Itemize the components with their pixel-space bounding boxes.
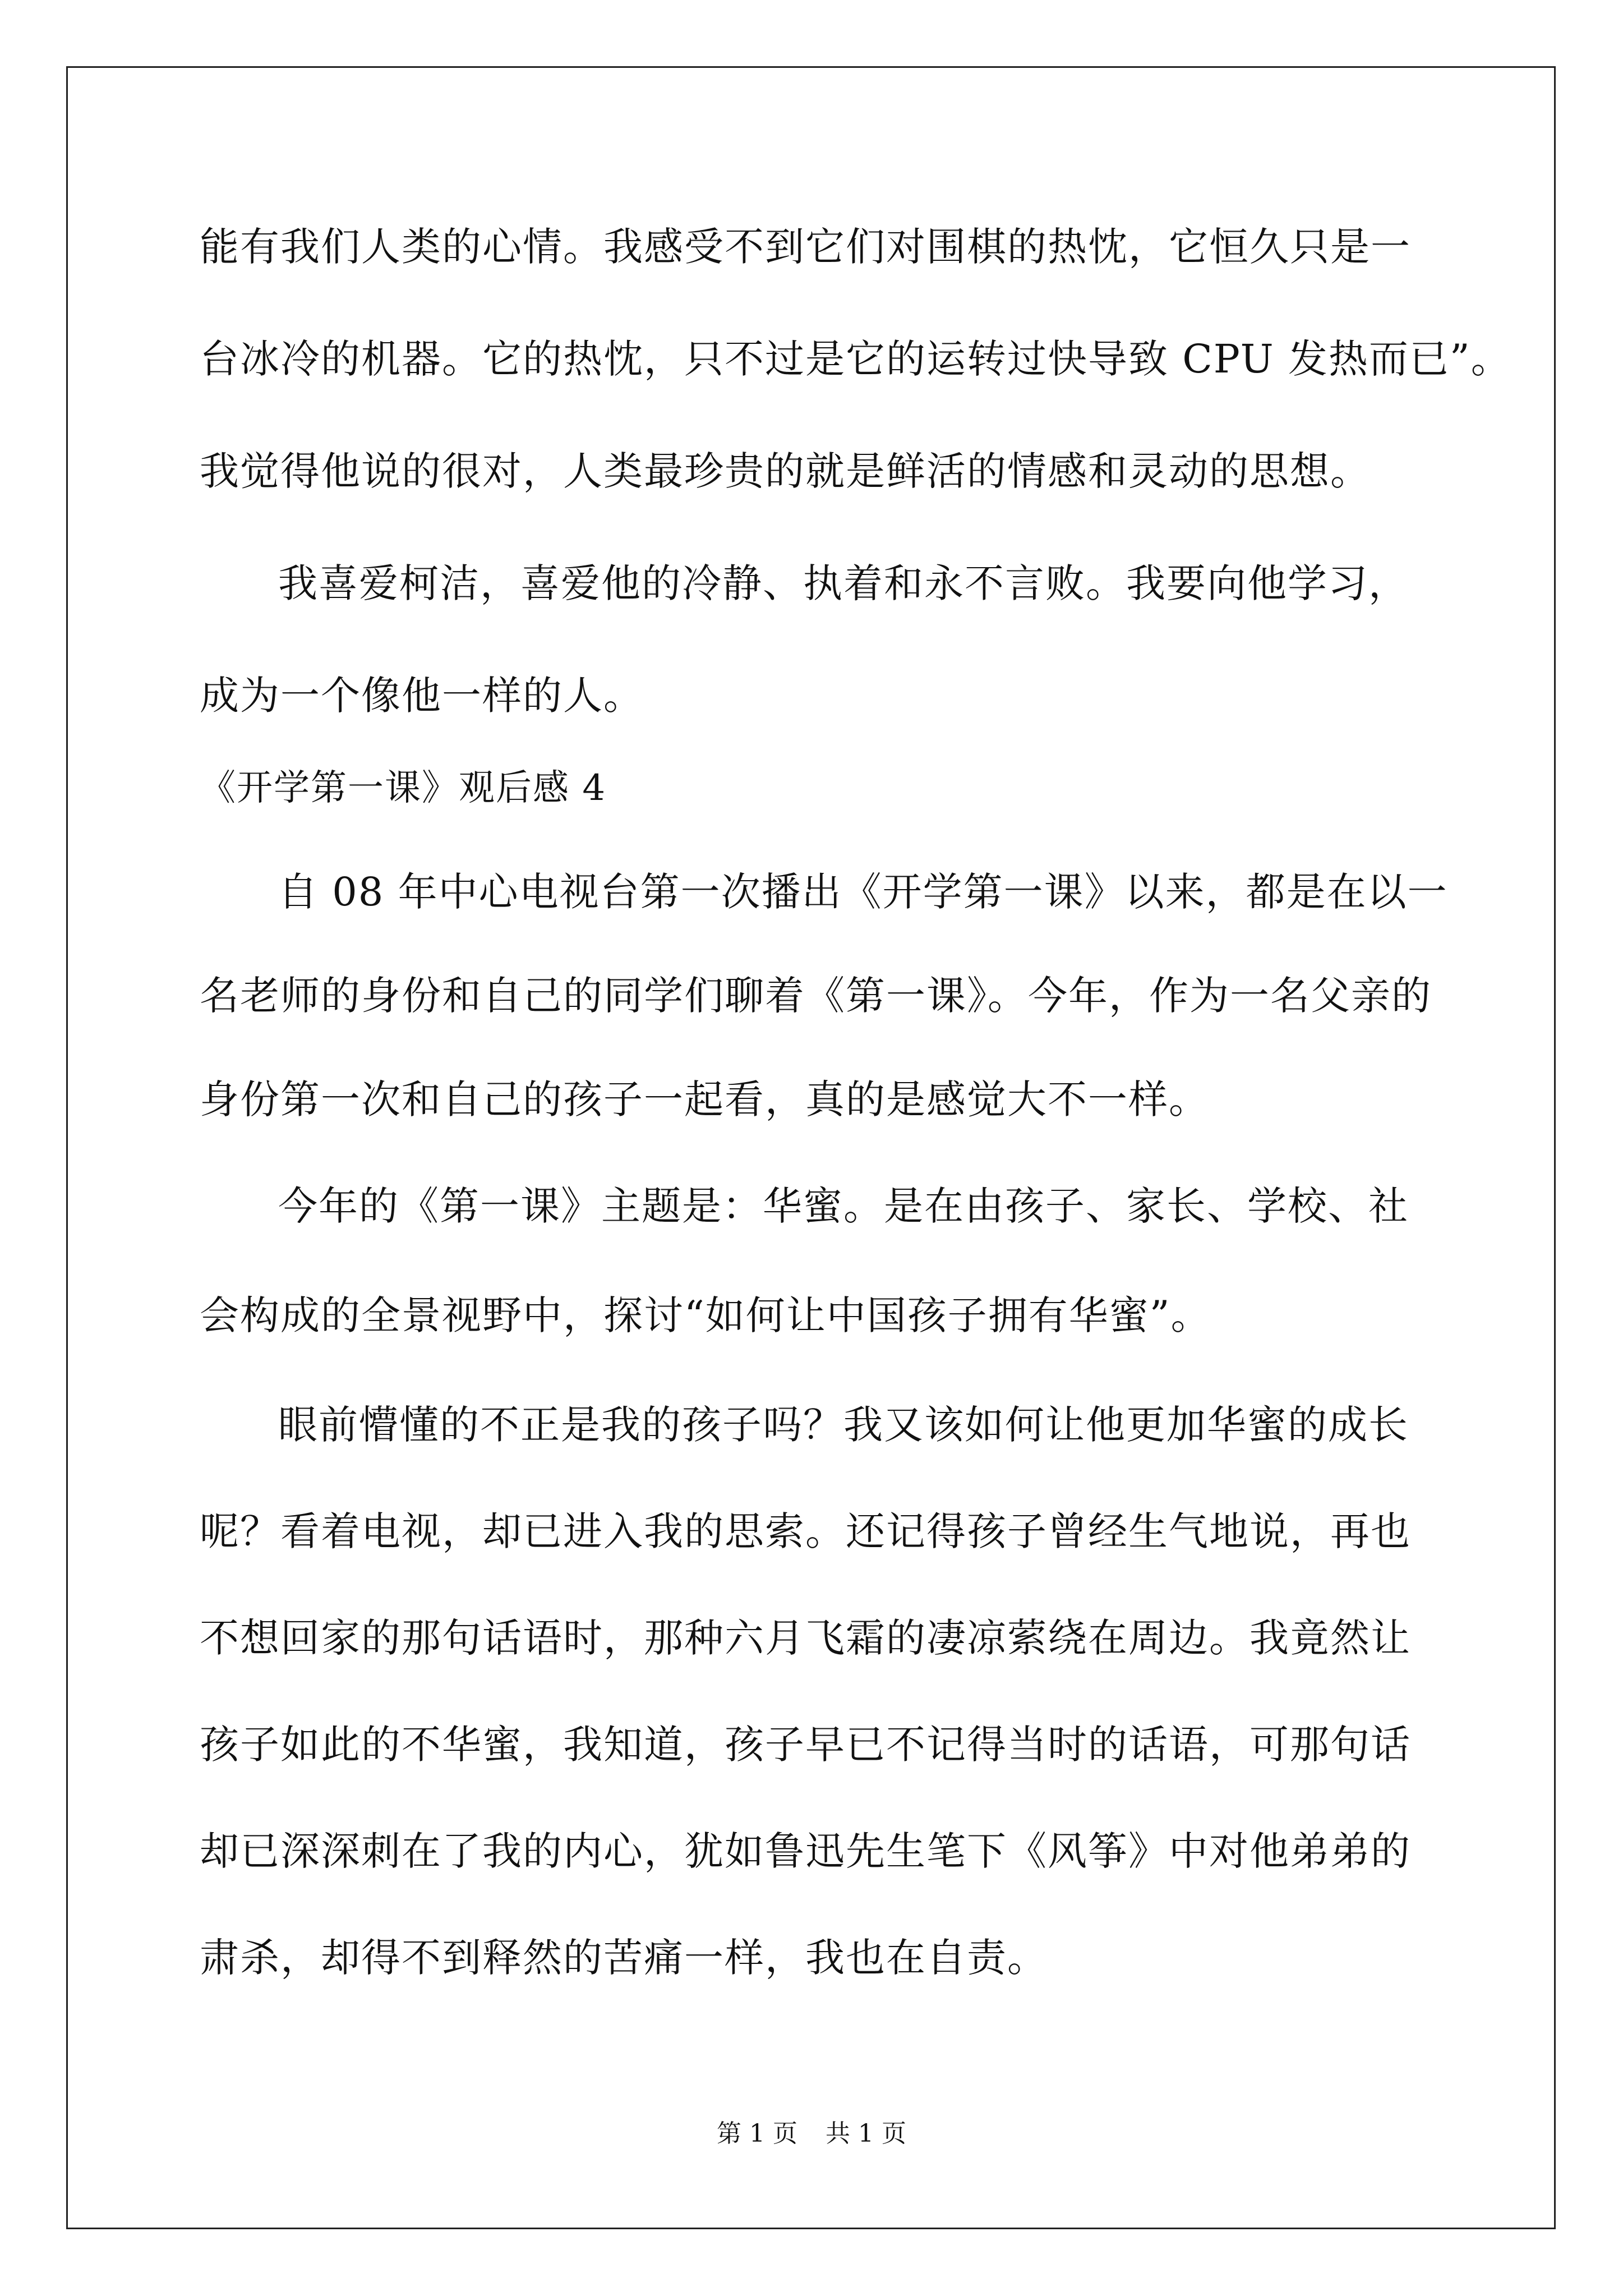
paragraph-start-line: 我喜爱柯洁，喜爱他的冷静、执着和永不言败。我要向他学习， bbox=[278, 560, 1409, 606]
text-line: 肃杀，却得不到释然的苦痛一样，我也在自责。 bbox=[200, 1935, 1048, 1981]
paragraph-start-line: 今年的《第一课》主题是：华蜜。是在由孩子、家长、学校、社 bbox=[278, 1183, 1409, 1229]
text-line: 名老师的身份和自己的同学们聊着《第一课》。今年，作为一名父亲的 bbox=[200, 973, 1432, 1019]
text-line: 呢？看着电视，却已进入我的思索。还记得孩子曾经生气地说，再也 bbox=[200, 1508, 1411, 1554]
text-line: 成为一个像他一样的人。 bbox=[200, 673, 644, 719]
text-line: 能有我们人类的心情。我感受不到它们对围棋的热忱，它恒久只是一 bbox=[200, 224, 1411, 270]
text-line: 不想回家的那句话语时，那种六月飞霜的凄凉萦绕在周边。我竟然让 bbox=[200, 1615, 1411, 1661]
page-number: 第 1 页 bbox=[717, 2119, 797, 2148]
page-total: 共 1 页 bbox=[826, 2119, 906, 2148]
page-footer bbox=[0, 2118, 1623, 2150]
paragraph-start-line: 自 08 年中心电视台第一次播出《开学第一课》以来，都是在以一 bbox=[278, 869, 1448, 915]
text-line: 孩子如此的不华蜜，我知道，孩子早已不记得当时的话语，可那句话 bbox=[200, 1722, 1411, 1768]
text-line: 我觉得他说的很对，人类最珍贵的就是鲜活的情感和灵动的思想。 bbox=[200, 448, 1371, 494]
section-heading: 《开学第一课》观后感 4 bbox=[200, 767, 607, 809]
text-line: 会构成的全景视野中，探讨“如何让中国孩子拥有华蜜”。 bbox=[200, 1292, 1211, 1338]
text-line: 身份第一次和自己的孩子一起看，真的是感觉大不一样。 bbox=[200, 1076, 1209, 1122]
text-line: 却已深深刺在了我的内心，犹如鲁迅先生笔下《风筝》中对他弟弟的 bbox=[200, 1828, 1411, 1874]
text-line: 台冰冷的机器。它的热忱，只不过是它的运转过快导致 CPU 发热而已”。 bbox=[200, 336, 1511, 382]
page-border bbox=[66, 66, 1556, 2229]
paragraph-start-line: 眼前懵懂的不正是我的孩子吗？我又该如何让他更加华蜜的成长 bbox=[278, 1402, 1409, 1448]
